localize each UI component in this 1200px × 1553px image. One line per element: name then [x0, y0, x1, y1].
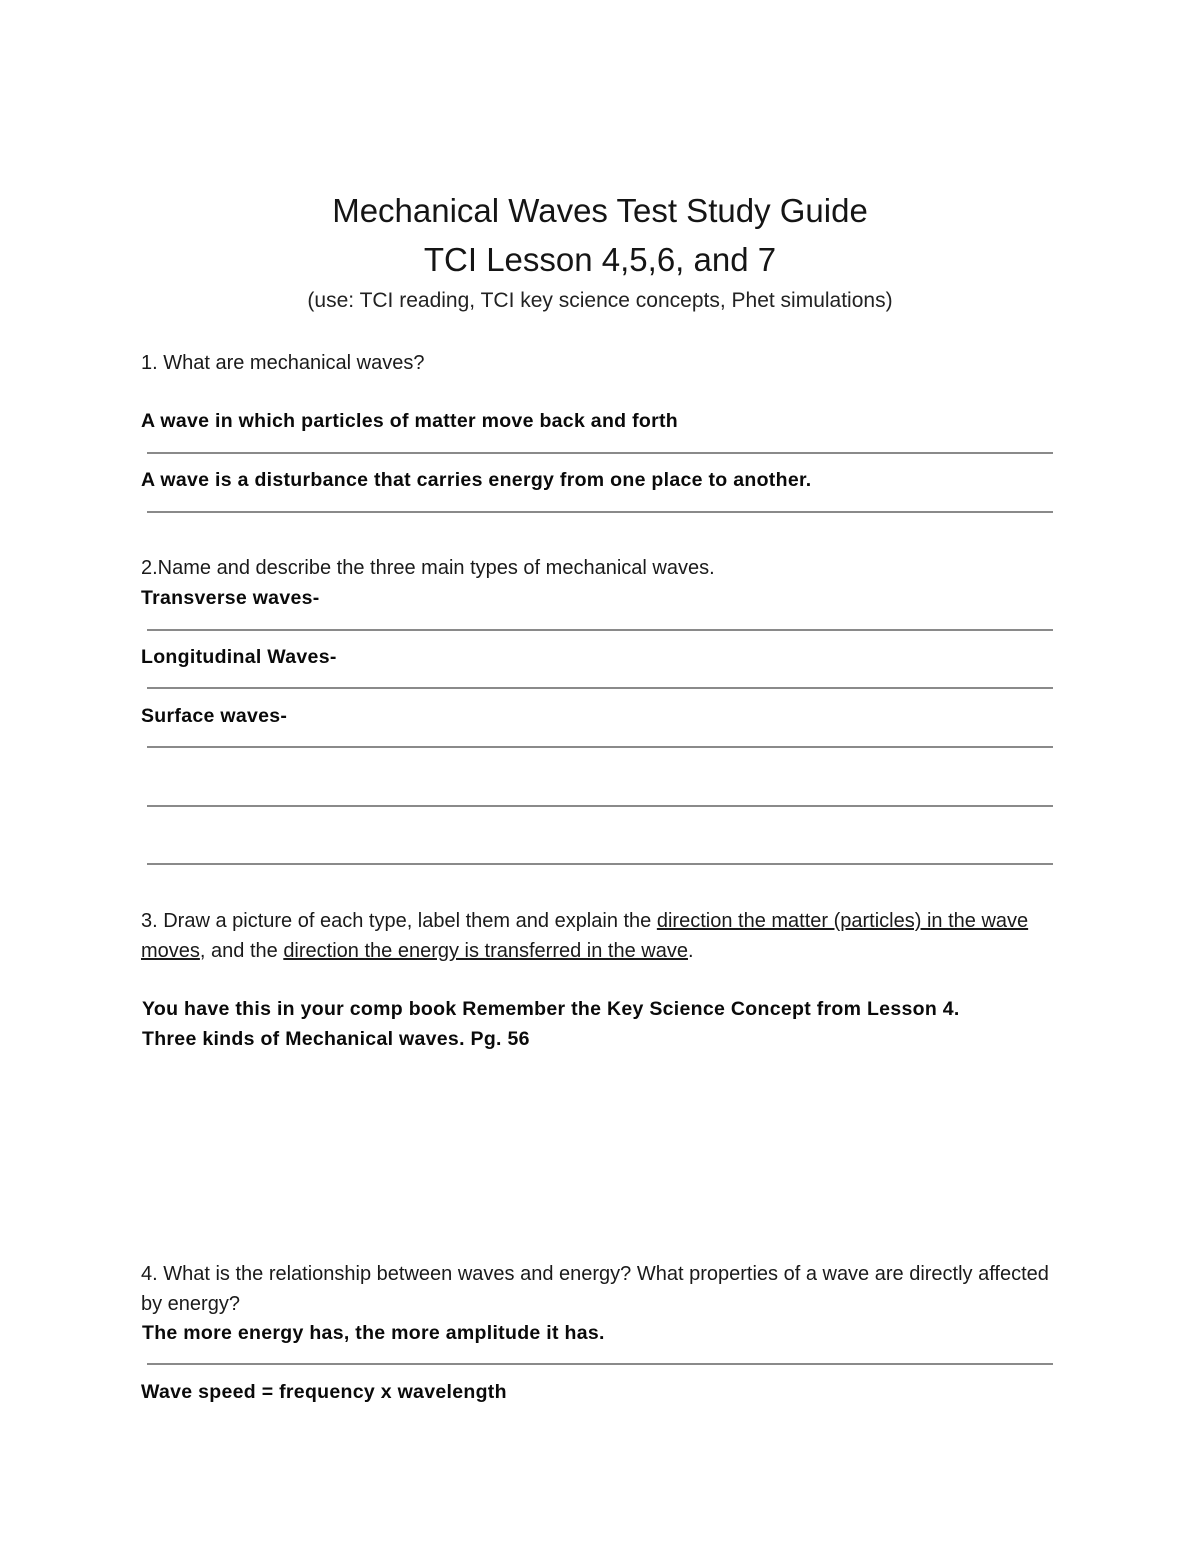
- resources-note: (use: TCI reading, TCI key science concepts, Phet simulations): [307, 289, 893, 312]
- answer-line: [147, 511, 1053, 513]
- answer-line: [147, 863, 1053, 865]
- answer-line: [147, 629, 1053, 631]
- q3-answer-line-1: You have this in your comp book Remember the Key Science Concept from Lesson 4.: [142, 998, 960, 1020]
- answer-line: [147, 687, 1053, 689]
- question-3: [141, 906, 1056, 966]
- q3-prefix: 3. Draw a picture of each type, label them and explain the: [141, 910, 657, 932]
- question-2: 2.Name and describe the three main types of mechanical waves.: [141, 557, 715, 579]
- q4-answer-2: Wave speed = frequency x wavelength: [141, 1381, 507, 1403]
- q1-answer-1: A wave in which particles of matter move back and forth: [141, 410, 678, 432]
- lesson-subtitle: TCI Lesson 4,5,6, and 7: [423, 241, 777, 278]
- wave-type-surface: Surface waves-: [141, 705, 288, 727]
- answer-line: [147, 452, 1053, 454]
- q1-answer-2: A wave is a disturbance that carries energy from one place to another.: [141, 469, 812, 491]
- wave-type-transverse: Transverse waves-: [141, 587, 320, 609]
- wave-type-longitudinal: Longitudinal Waves-: [141, 646, 337, 668]
- q3-middle: , and the: [199, 940, 284, 962]
- answer-line: [147, 805, 1053, 807]
- q3-answer-line-2: Three kinds of Mechanical waves. Pg. 56: [142, 1028, 530, 1050]
- page-title: Mechanical Waves Test Study Guide: [332, 192, 868, 229]
- q3-underline-particles: direction the matter (particles) in the wave moves: [141, 910, 1029, 962]
- q4-answer-1: The more energy has, the more amplitude it has.: [142, 1322, 605, 1344]
- q3-underline-energy: direction the energy is transferred in the wave: [283, 940, 688, 962]
- answer-line: [147, 746, 1053, 748]
- q3-suffix: .: [687, 940, 694, 962]
- question-1: 1. What are mechanical waves?: [141, 352, 425, 374]
- question-4: 4. What is the relationship between waves and energy? What properties of a wave are directly affected by energy?: [141, 1263, 1049, 1315]
- answer-line: [147, 1363, 1053, 1365]
